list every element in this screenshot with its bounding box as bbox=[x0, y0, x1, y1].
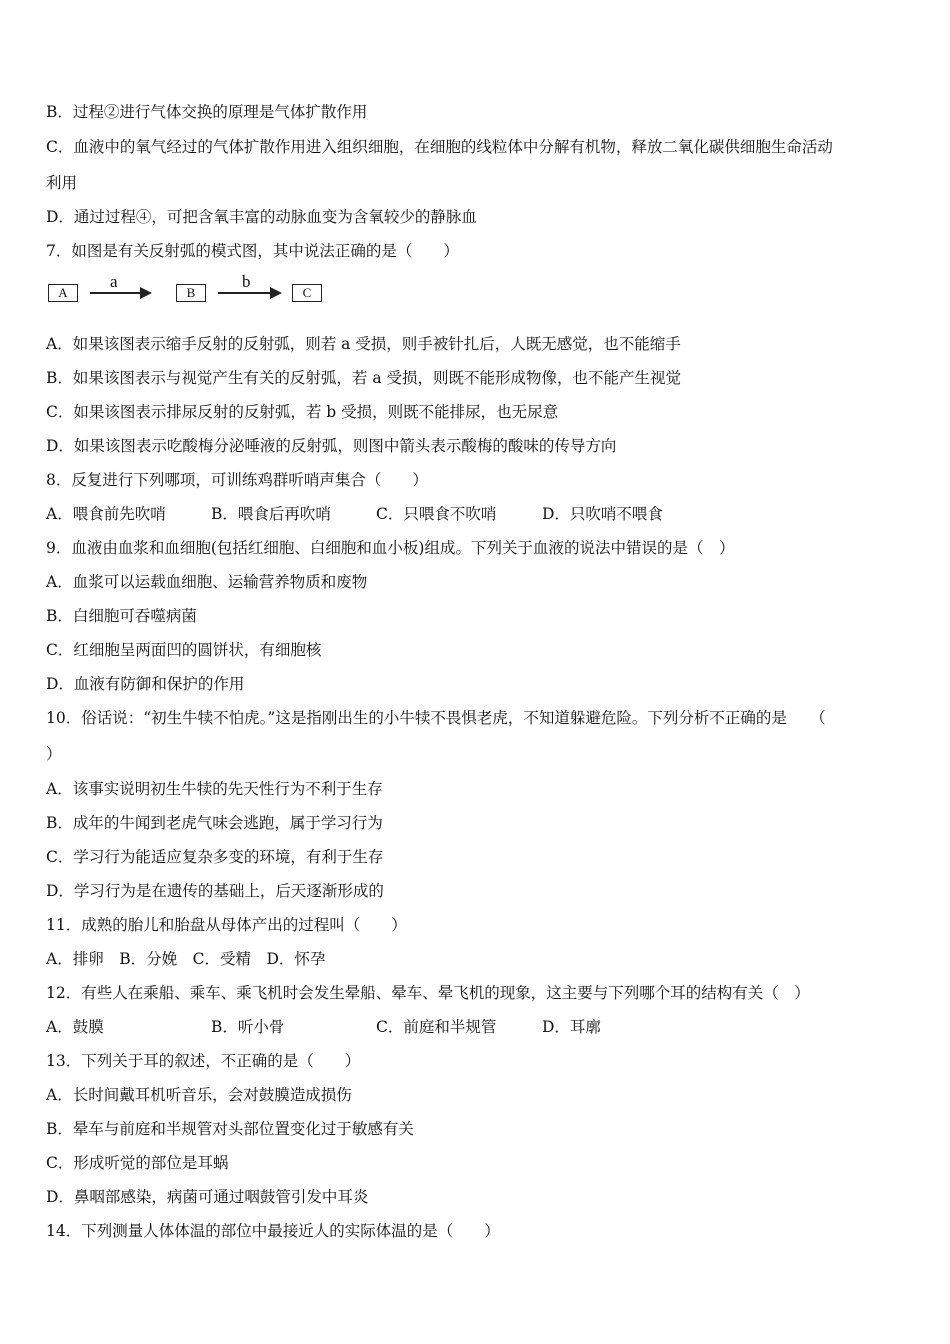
diagram-box-a: A bbox=[48, 284, 78, 302]
q7-stem: 7．如图是有关反射弧的模式图，其中说法正确的是（ ） bbox=[46, 242, 459, 260]
q7-option-a: A．如果该图表示缩手反射的反射弧，则若 a 受损，则手被针扎后，人既无感觉，也不能缩手 bbox=[46, 335, 681, 353]
q8-stem: 8．反复进行下列哪项，可训练鸡群听哨声集合（ ） bbox=[46, 471, 428, 489]
q6-option-c-line1: C．血液中的氧气经过的气体扩散作用进入组织细胞，在细胞的线粒体中分解有机物，释放二氧化碳供细胞生命活动 bbox=[46, 138, 833, 156]
q11-stem: 11．成熟的胎儿和胎盘从母体产出的过程叫（ ） bbox=[46, 916, 407, 934]
q6-option-b: B．过程②进行气体交换的原理是气体扩散作用 bbox=[46, 103, 368, 121]
diagram-arrow-b-head bbox=[270, 287, 282, 299]
q9-option-c: C．红细胞呈两面凹的圆饼状，有细胞核 bbox=[46, 641, 322, 659]
q12-option-a: A．鼓膜 bbox=[46, 1018, 104, 1036]
q7-option-d: D．如果该图表示吃酸梅分泌唾液的反射弧，则图中箭头表示酸梅的酸味的传导方向 bbox=[46, 437, 617, 455]
q10-option-b: B．成年的牛闻到老虎气味会逃跑，属于学习行为 bbox=[46, 814, 383, 832]
q11-options: A．排卵 B．分娩 C．受精 D．怀孕 bbox=[46, 950, 326, 968]
q10-stem-line2: ） bbox=[46, 745, 62, 763]
q12-option-b: B．听小骨 bbox=[211, 1018, 285, 1036]
diagram-arrow-a-head bbox=[140, 287, 152, 299]
q10-option-d: D．学习行为是在遗传的基础上，后天逐渐形成的 bbox=[46, 882, 384, 900]
q12-option-c: C．前庭和半规管 bbox=[376, 1018, 497, 1036]
q12-option-d: D．耳廓 bbox=[542, 1018, 601, 1036]
diagram-arrow-a-label: a bbox=[110, 272, 118, 291]
q9-option-b: B．白细胞可吞噬病菌 bbox=[46, 607, 197, 625]
reflex-arc-diagram bbox=[46, 272, 346, 306]
diagram-arrow-b-label: b bbox=[242, 272, 251, 291]
q7-option-c: C．如果该图表示排尿反射的反射弧，若 b 受损，则既不能排尿，也无尿意 bbox=[46, 403, 559, 421]
diagram-box-c: C bbox=[292, 284, 322, 302]
q13-option-d: D．鼻咽部感染，病菌可通过咽鼓管引发中耳炎 bbox=[46, 1188, 369, 1206]
q13-option-b: B．晕车与前庭和半规管对头部位置变化过于敏感有关 bbox=[46, 1120, 414, 1138]
q12-options bbox=[46, 1017, 926, 1037]
q13-stem: 13．下列关于耳的叙述，不正确的是（ ） bbox=[46, 1052, 361, 1070]
q12-stem: 12．有些人在乘船、乘车、乘飞机时会发生晕船、晕车、晕飞机的现象，这主要与下列哪个耳的结构有关（ ） bbox=[46, 984, 810, 1002]
diagram-box-b: B bbox=[176, 284, 206, 302]
diagram-arrow-a bbox=[90, 292, 140, 294]
q13-option-a: A．长时间戴耳机听音乐，会对鼓膜造成损伤 bbox=[46, 1086, 352, 1104]
q7-option-b: B．如果该图表示与视觉产生有关的反射弧，若 a 受损，则既不能形成物像，也不能产生视觉 bbox=[46, 369, 681, 387]
q8-options bbox=[46, 504, 926, 524]
q8-option-b: B．喂食后再吹哨 bbox=[211, 505, 331, 523]
q9-stem: 9．血液由血浆和血细胞(包括红细胞、白细胞和血小板)组成。下列关于血液的说法中错误的是（ ） bbox=[46, 539, 735, 557]
q9-option-a: A．血浆可以运载血细胞、运输营养物质和废物 bbox=[46, 573, 368, 591]
q10-stem-line1: 10．俗话说：“初生牛犊不怕虎。”这是指刚出生的小牛犊不畏惧老虎，不知道躲避危险。下列分析不正确的是 （ bbox=[46, 709, 826, 727]
q8-option-c: C．只喂食不吹哨 bbox=[376, 505, 497, 523]
q8-option-a: A．喂食前先吹哨 bbox=[46, 505, 166, 523]
q10-option-a: A．该事实说明初生牛犊的先天性行为不利于生存 bbox=[46, 780, 383, 798]
diagram-arrow-b bbox=[218, 292, 270, 294]
q6-option-c-line2: 利用 bbox=[46, 174, 78, 192]
q10-option-c: C．学习行为能适应复杂多变的环境，有利于生存 bbox=[46, 848, 384, 866]
q8-option-d: D．只吹哨不喂食 bbox=[542, 505, 663, 523]
q9-option-d: D．血液有防御和保护的作用 bbox=[46, 675, 245, 693]
q6-option-d: D．通过过程④，可把含氧丰富的动脉血变为含氧较少的静脉血 bbox=[46, 208, 477, 226]
q14-stem: 14．下列测量人体体温的部位中最接近人的实际体温的是（ ） bbox=[46, 1222, 500, 1240]
q13-option-c: C．形成听觉的部位是耳蜗 bbox=[46, 1154, 229, 1172]
